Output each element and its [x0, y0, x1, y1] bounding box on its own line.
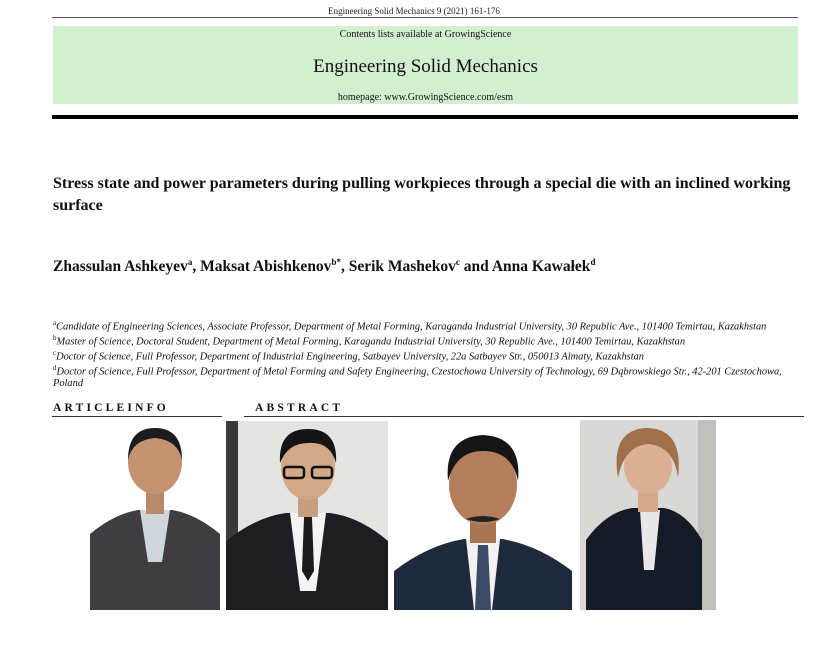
- article-title: Stress state and power parameters during pulling workpieces through a special die with an inclined working surface: [53, 175, 791, 214]
- author-photo-2: [226, 421, 388, 610]
- author-name: Anna Kawałek: [491, 258, 591, 275]
- abstract-heading: ABSTRACT: [255, 402, 344, 414]
- affiliation-item: [53, 363, 805, 390]
- author-name: Serik Mashekov: [348, 258, 456, 275]
- author-sup: d: [590, 256, 596, 267]
- author-name: Zhassulan Ashkeyev: [53, 258, 188, 275]
- author-separator: ,: [340, 258, 349, 275]
- author-sup: a: [187, 256, 193, 267]
- author-separator: and: [459, 258, 492, 275]
- author-separator: ,: [192, 258, 201, 275]
- affiliation-item: [53, 348, 805, 363]
- abstract-rule: [244, 416, 804, 417]
- affiliation-item: [53, 333, 805, 348]
- author-photo-3: [394, 421, 572, 610]
- affiliation-sup: d: [53, 364, 57, 373]
- affiliation-item: [53, 318, 805, 333]
- affiliation-text: Doctor of Science, Full Professor, Department of Metal Forming and Safety Engineering, Czestochowa University of Technology, 69 Dąbrowskiego Str., 42-201 Czestochowa, Poland: [53, 366, 782, 390]
- author-sup: c: [455, 256, 460, 267]
- journal-banner: [53, 26, 798, 104]
- journal-name: Engineering Solid Mechanics: [313, 56, 538, 77]
- journal-reference: Engineering Solid Mechanics 9 (2021) 161-176: [328, 6, 500, 16]
- affiliation-text: Candidate of Engineering Sciences, Associate Professor, Department of Metal Forming, Karaganda Industrial University, 30 Republic Ave., 101400 Temirtau, Kazakhstan: [56, 321, 767, 333]
- affiliation-text: Doctor of Science, Full Professor, Department of Industrial Engineering, Satbayev University, 22a Satbayev Str., 050013 Almaty, Kazakhstan: [56, 351, 644, 363]
- affiliation-sup: a: [53, 319, 57, 327]
- author-photo-1: [90, 422, 220, 610]
- author-sup: b*: [331, 256, 341, 267]
- article-info-heading: ARTICLEINFO: [53, 402, 169, 414]
- author-name: Maksat Abishkenov: [200, 258, 332, 275]
- article-info-rule: [52, 416, 222, 417]
- affiliations: [53, 318, 805, 390]
- author-list: [53, 258, 813, 276]
- author-photo-4: [580, 420, 716, 610]
- banner-bottom-rule: [52, 115, 798, 119]
- affiliation-sup: b: [53, 334, 57, 343]
- journal-homepage[interactable]: homepage: www.GrowingScience.com/esm: [337, 92, 514, 103]
- contents-line: Contents lists available at GrowingScience: [339, 29, 512, 40]
- affiliation-text: Master of Science, Doctoral Student, Department of Metal Forming, Karaganda Industrial University, 30 Republic Ave., 101400 Temirtau, Kazakhstan: [56, 336, 686, 348]
- affiliation-sup: c: [53, 349, 57, 358]
- header-rule: [52, 17, 798, 18]
